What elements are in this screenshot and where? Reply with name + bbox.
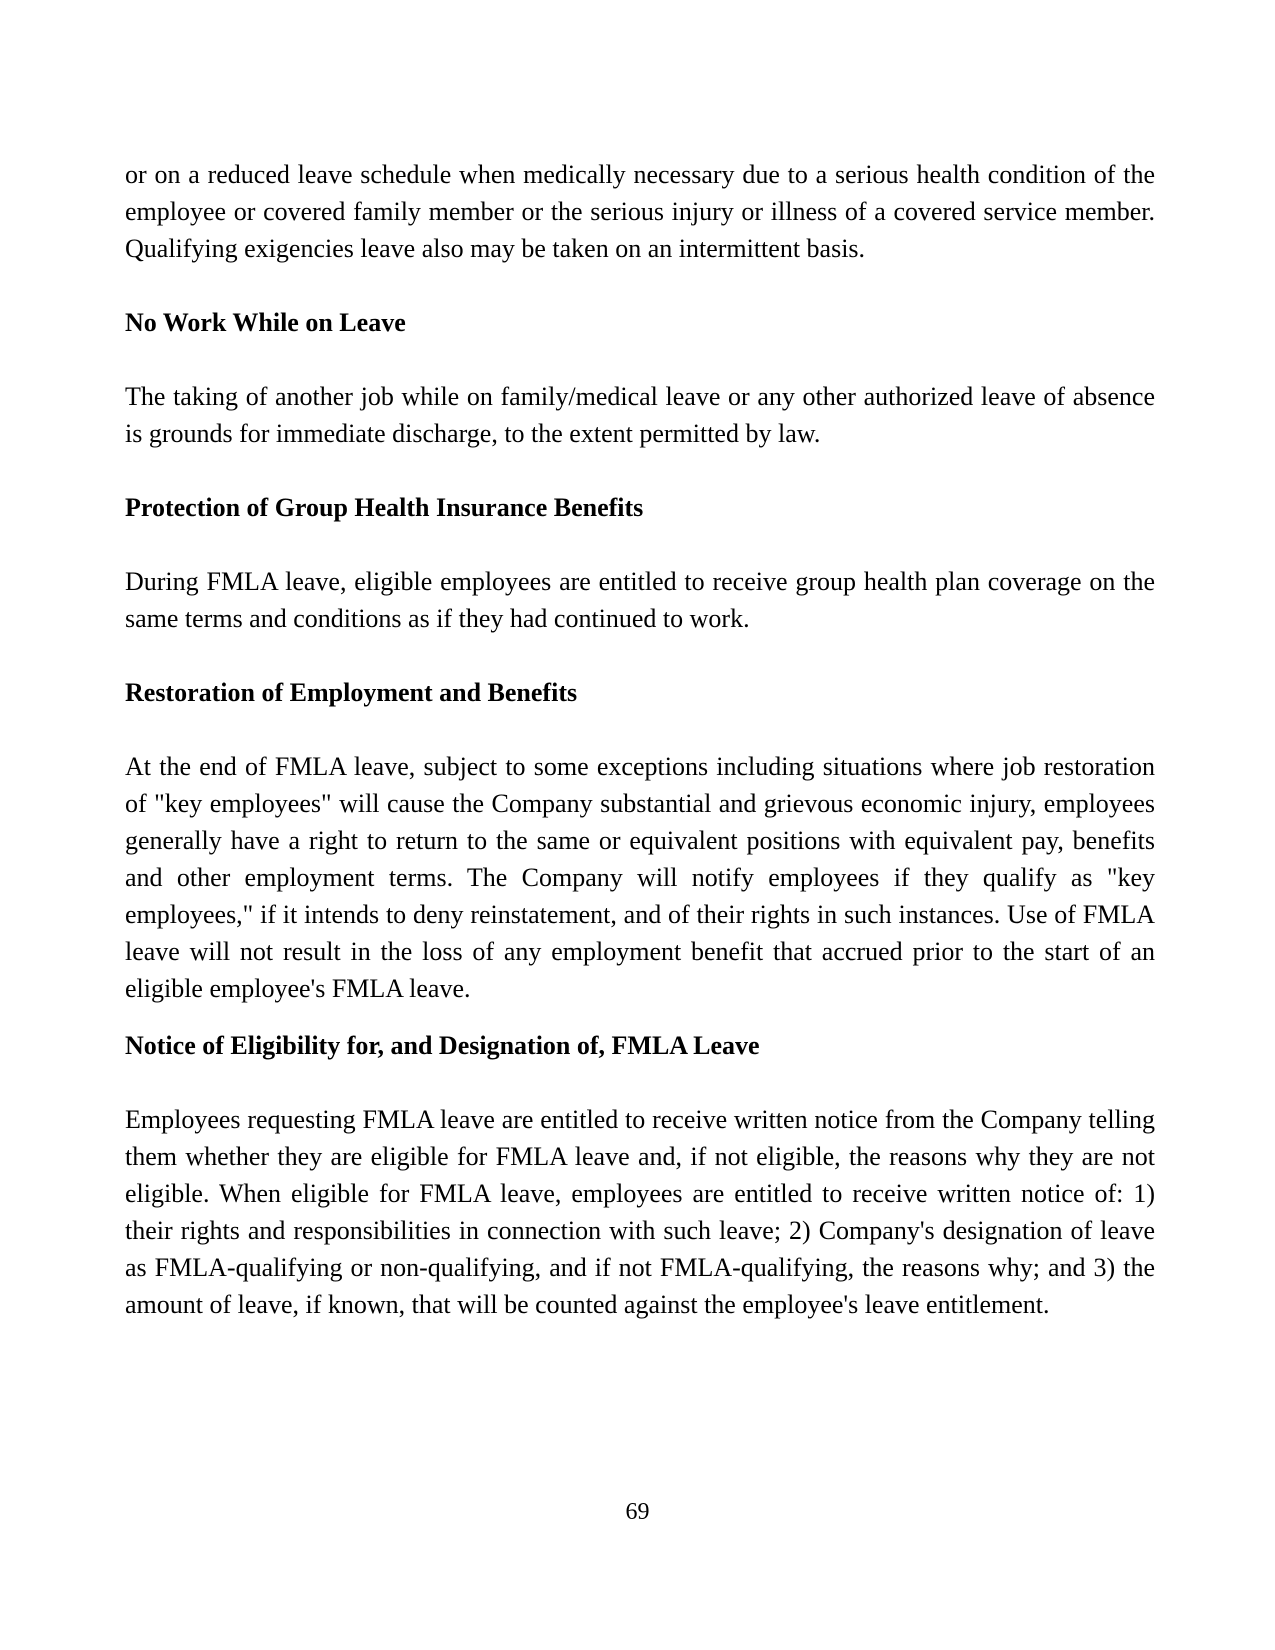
page-number: 69 bbox=[625, 1499, 650, 1525]
page-footer bbox=[0, 1498, 1275, 1526]
body-paragraph: During FMLA leave, eligible employees are entitled to receive group health plan coverage on the same terms and conditions as if they had continued to work. bbox=[125, 567, 1155, 633]
body-paragraph: At the end of FMLA leave, subject to some exceptions including situations where job restoration of "key employees" will cause the Company substantial and grievous economic injury, employees generally have a right to return to the same or equivalent positions with equivalent pay, benefits and other employment terms. The Company will notify employees if they qualify as "key employees," if it intends to deny reinstatement, and of their rights in such instances. Use of FMLA leave will not result in the loss of any employment benefit that accrued prior to the start of an eligible employee's FMLA leave. bbox=[125, 752, 1155, 1003]
body-paragraph: The taking of another job while on family/medical leave or any other authorized leave of absence is grounds for immediate discharge, to the extent permitted by law. bbox=[125, 382, 1155, 448]
section-heading: No Work While on Leave bbox=[125, 308, 406, 337]
section-heading: Restoration of Employment and Benefits bbox=[125, 678, 578, 707]
section-heading: Protection of Group Health Insurance Benefits bbox=[125, 493, 644, 522]
body-paragraph: or on a reduced leave schedule when medically necessary due to a serious health condition of the employee or covered family member or the serious injury or illness of a covered service member. Qualifying exigencies leave also may be taken on an intermittent basis. bbox=[125, 160, 1155, 263]
document-body bbox=[125, 156, 1155, 1360]
section-heading: Notice of Eligibility for, and Designation of, FMLA Leave bbox=[125, 1031, 760, 1060]
body-paragraph: Employees requesting FMLA leave are entitled to receive written notice from the Company telling them whether they are eligible for FMLA leave and, if not eligible, the reasons why they are not eligible. When eligible for FMLA leave, employees are entitled to receive written notice of: 1) their rights and responsibilities in connection with such leave; 2) Company's designation of leave as FMLA-qualifying or non-qualifying, and if not FMLA-qualifying, the reasons why; and 3) the amount of leave, if known, that will be counted against the employee's leave entitlement. bbox=[125, 1105, 1155, 1319]
